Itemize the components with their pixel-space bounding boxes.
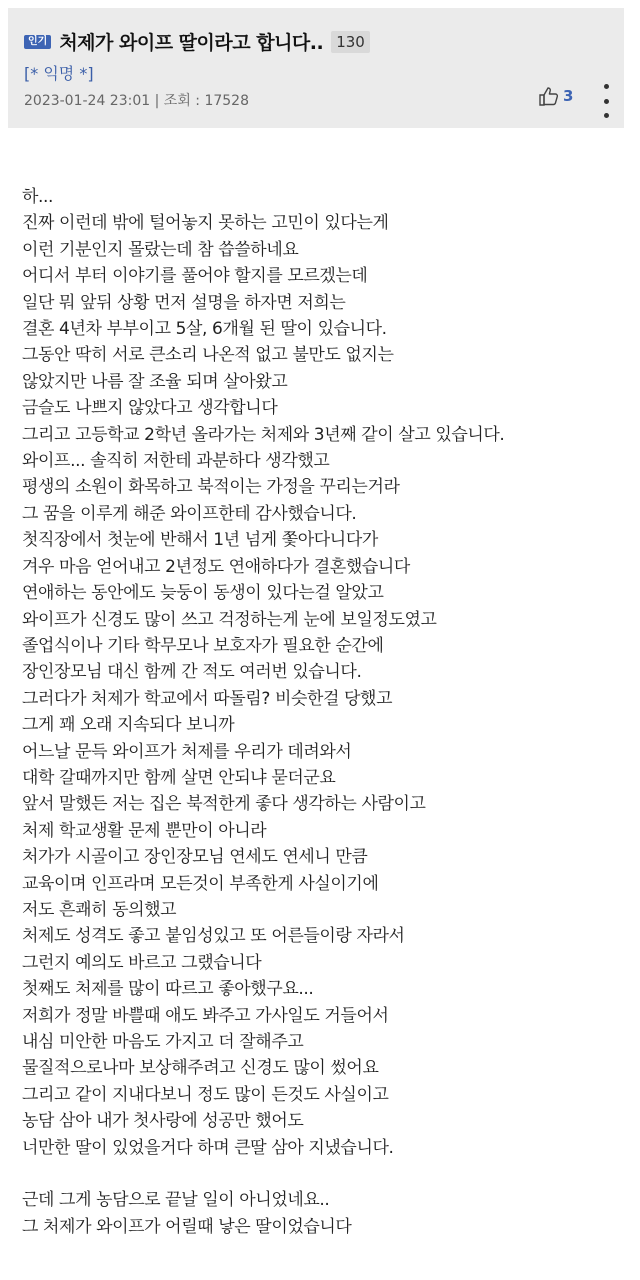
body-line: 농담 삼아 내가 첫사랑에 성공만 했어도 bbox=[22, 1111, 304, 1132]
body-line: 금슬도 나쁘지 않았다고 생각합니다 bbox=[22, 398, 278, 419]
title-row bbox=[24, 28, 370, 55]
body-line: 저희가 정말 바쁠때 애도 봐주고 가사일도 거들어서 bbox=[22, 1005, 389, 1026]
body-line: 어디서 부터 이야기를 풀어야 할지를 모르겠는데 bbox=[22, 266, 368, 287]
body-line: 너만한 딸이 있었을거다 하며 큰딸 삼아 지냈습니다. bbox=[22, 1137, 394, 1158]
body-line: 그 처제가 와이프가 어릴때 낳은 딸이었습니다 bbox=[22, 1216, 352, 1237]
body-line: 그게 꽤 오래 지속되다 보니까 bbox=[22, 715, 235, 736]
view-count: | 조회 : 17528 bbox=[154, 93, 249, 109]
post-datetime: 2023-01-24 23:01 bbox=[24, 93, 151, 109]
body-line: 그리고 고등학교 2학년 올라가는 처제와 3년째 같이 살고 있습니다. bbox=[22, 424, 505, 445]
body-line: 일단 뭐 앞뒤 상황 먼저 설명을 하자면 저희는 bbox=[22, 292, 346, 313]
paragraph-break bbox=[22, 1161, 632, 1187]
thumbs-up-icon bbox=[538, 86, 560, 106]
body-line: 하... bbox=[22, 187, 54, 207]
body-paragraph-1 bbox=[22, 184, 632, 1161]
body-paragraph-2 bbox=[22, 1187, 632, 1240]
body-line: 이런 기분인지 몰랐는데 참 씁쓸하네요 bbox=[22, 239, 299, 260]
body-line: 진짜 이런데 밖에 털어놓지 못하는 고민이 있다는게 bbox=[22, 213, 389, 234]
post-title: 처제가 와이프 딸이라고 합니다.. bbox=[59, 32, 324, 54]
body-line: 어느날 문득 와이프가 처제를 우리가 데려와서 bbox=[22, 741, 352, 762]
post-header bbox=[8, 8, 624, 128]
body-line: 그러다가 처제가 학교에서 따돌림? 비슷한걸 당했고 bbox=[22, 688, 393, 709]
body-line: 장인장모님 대신 함께 간 적도 여러번 있습니다. bbox=[22, 662, 362, 683]
body-line: 않았지만 나름 잘 조율 되며 살아왔고 bbox=[22, 371, 288, 392]
body-line: 처제 학교생활 문제 뿐만이 아니라 bbox=[22, 820, 267, 841]
body-line: 저도 흔쾌히 동의했고 bbox=[22, 899, 177, 920]
body-line: 그동안 딱히 서로 큰소리 나온적 없고 불만도 없지는 bbox=[22, 345, 394, 366]
body-line: 근데 그게 농담으로 끝날 일이 아니었네요.. bbox=[22, 1190, 330, 1211]
body-line: 대학 갈때까지만 함께 살면 안되냐 묻더군요 bbox=[22, 767, 336, 788]
body-line: 그 꿈을 이루게 해준 와이프한테 감사했습니다. bbox=[22, 503, 357, 524]
body-line: 와이프가 신경도 많이 쓰고 걱정하는게 눈에 보일정도였고 bbox=[22, 609, 437, 630]
body-line: 연애하는 동안에도 늦둥이 동생이 있다는걸 알았고 bbox=[22, 583, 384, 604]
author-name[interactable]: [* 익명 *] bbox=[24, 64, 94, 83]
body-line: 그런지 예의도 바르고 그랬습니다 bbox=[22, 952, 262, 973]
body-line: 앞서 말했든 저는 집은 북적한게 좋다 생각하는 사람이고 bbox=[22, 794, 426, 815]
body-line: 처가가 시골이고 장인장모님 연세도 연세니 만큼 bbox=[22, 847, 368, 868]
body-line: 첫직장에서 첫눈에 반해서 1년 넘게 쫓아다니다가 bbox=[22, 530, 378, 551]
body-line: 처제도 성격도 좋고 붙임성있고 또 어른들이랑 자라서 bbox=[22, 926, 405, 947]
like-count: 3 bbox=[563, 87, 574, 105]
more-options-button[interactable] bbox=[598, 84, 614, 118]
body-line: 그리고 같이 지내다보니 정도 많이 든것도 사실이고 bbox=[22, 1084, 389, 1105]
like-button[interactable] bbox=[538, 86, 573, 106]
comment-count-badge[interactable]: 130 bbox=[331, 31, 370, 53]
body-line: 물질적으로나마 보상해주려고 신경도 많이 썼어요 bbox=[22, 1058, 379, 1079]
vertical-dots-icon bbox=[604, 84, 609, 89]
body-line: 겨우 마음 얻어내고 2년정도 연애하다가 결혼했습니다 bbox=[22, 556, 410, 577]
body-line: 졸업식이나 기타 학무모나 보호자가 필요한 순간에 bbox=[22, 635, 384, 656]
body-line: 평생의 소원이 화목하고 북적이는 가정을 꾸리는거라 bbox=[22, 477, 400, 498]
body-line: 내심 미안한 마음도 가지고 더 잘해주고 bbox=[22, 1032, 304, 1052]
body-line: 교육이며 인프라며 모든것이 부족한게 사실이기에 bbox=[22, 873, 379, 894]
post-meta bbox=[24, 90, 249, 110]
post-body bbox=[22, 184, 632, 1240]
body-line: 와이프... 솔직히 저한테 과분하다 생각했고 bbox=[22, 451, 330, 472]
body-line: 결혼 4년차 부부이고 5살, 6개월 된 딸이 있습니다. bbox=[22, 319, 387, 340]
body-line: 첫째도 처제를 많이 따르고 좋아했구요... bbox=[22, 979, 314, 1000]
popular-badge: 인기 bbox=[24, 35, 51, 49]
